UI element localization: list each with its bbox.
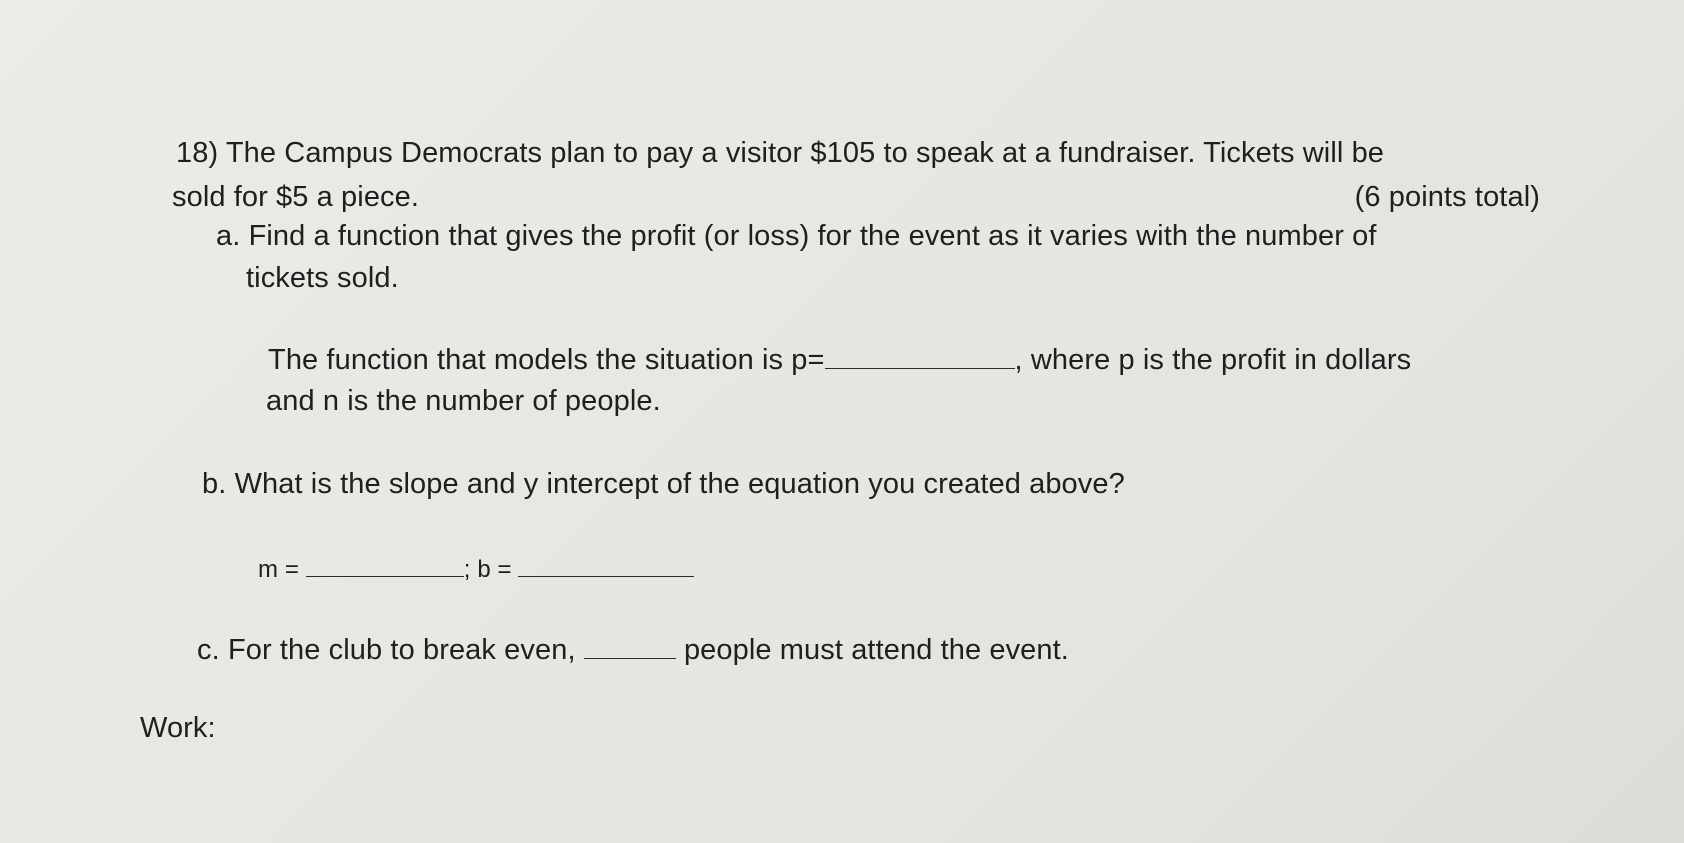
part-a-answer-line	[268, 342, 1411, 377]
question-stem-line1	[176, 136, 1384, 170]
question-stem-line2	[172, 180, 1540, 214]
part-a-text: Find a function that gives the profit (or loss) for the event as it varies with the number of	[248, 220, 1377, 252]
part-a-label: a.	[216, 220, 241, 252]
slope-label: m =	[258, 556, 299, 583]
points-total: (6 points total)	[1354, 181, 1540, 213]
work-label: Work:	[140, 712, 216, 744]
part-a-answer-prefix: The function that models the situation is p=	[268, 344, 825, 376]
part-a-text-2: tickets sold.	[246, 262, 399, 294]
part-b-line	[202, 467, 1125, 501]
part-b-text: What is the slope and y intercept of the equation you created above?	[234, 468, 1125, 500]
work-label-line	[140, 711, 216, 745]
question-stem-text-2: sold for $5 a piece.	[172, 181, 420, 213]
part-c-label: c.	[197, 634, 220, 666]
part-c-text-before: For the club to break even,	[227, 634, 576, 666]
slope-answer-blank[interactable]	[306, 550, 464, 577]
part-a-answer-suffix: , where p is the profit in dollars	[1014, 344, 1412, 376]
part-a-line1	[216, 219, 1377, 253]
part-a-answer-text-2: and n is the number of people.	[266, 385, 661, 417]
part-a-answer-blank[interactable]	[825, 342, 1015, 369]
part-c-line	[197, 632, 1069, 667]
question-number: 18)	[176, 137, 219, 169]
answer-separator: ;	[463, 556, 471, 583]
break-even-answer-blank[interactable]	[584, 632, 676, 659]
part-b-answer-line	[258, 550, 694, 587]
intercept-label: b =	[477, 556, 512, 583]
part-a-answer-line2	[266, 384, 661, 418]
part-c-text-after: people must attend the event.	[683, 634, 1069, 666]
part-a-line2	[246, 261, 399, 295]
part-b-label: b.	[202, 468, 227, 500]
question-stem-text: The Campus Democrats plan to pay a visitor $105 to speak at a fundraiser. Tickets will be	[225, 137, 1385, 169]
intercept-answer-blank[interactable]	[518, 550, 694, 577]
